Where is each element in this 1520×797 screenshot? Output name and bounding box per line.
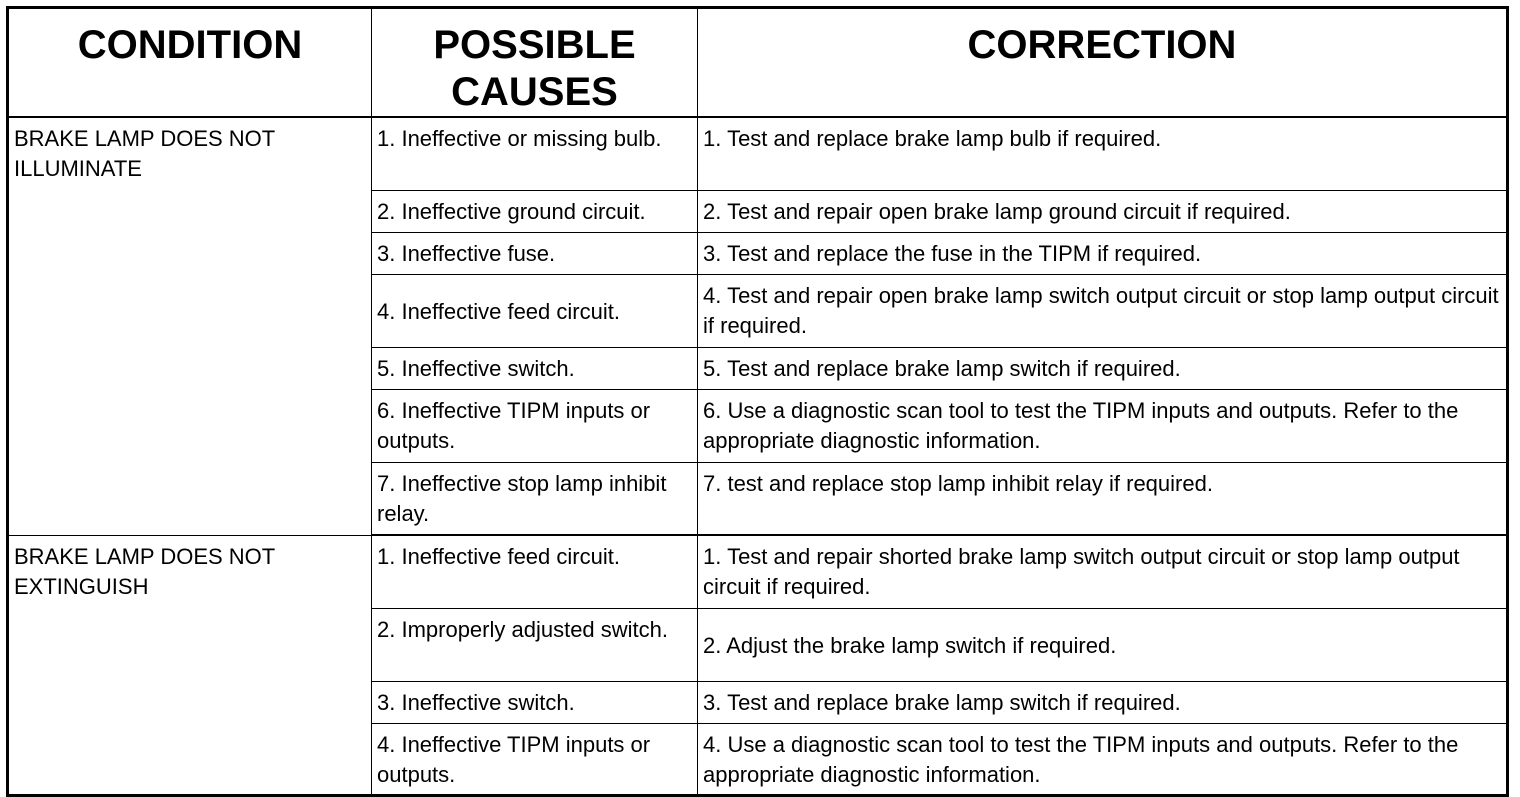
table-row [8, 535, 1508, 608]
cause-cell: 3. Ineffective switch. [372, 681, 698, 723]
correction-cell: 7. test and replace stop lamp inhibit relay if required. [698, 462, 1508, 535]
correction-cell: 1. Test and repair shorted brake lamp switch output circuit or stop lamp output circuit if required. [698, 535, 1508, 608]
header-possible-causes [372, 8, 698, 118]
cause-cell: 7. Ineffective stop lamp inhibit relay. [372, 462, 698, 535]
correction-cell: 4. Use a diagnostic scan tool to test the TIPM inputs and outputs. Refer to the appropriate diagnostic information. [698, 723, 1508, 795]
cause-cell: 2. Improperly adjusted switch. [372, 608, 698, 681]
header-correction-label: CORRECTION [967, 23, 1237, 67]
table-header [8, 8, 1508, 118]
correction-cell: 2. Test and repair open brake lamp ground circuit if required. [698, 190, 1508, 232]
header-condition [8, 8, 372, 118]
cause-cell: 5. Ineffective switch. [372, 347, 698, 389]
cause-cell: 3. Ineffective fuse. [372, 232, 698, 274]
condition-line1: BRAKE LAMP DOES NOT [14, 543, 276, 569]
correction-cell: 2. Adjust the brake lamp switch if required. [698, 608, 1508, 681]
cause-cell: 4. Ineffective TIPM inputs or outputs. [372, 723, 698, 795]
condition-cell [8, 117, 372, 535]
condition-line1: BRAKE LAMP DOES NOT [14, 126, 276, 151]
cause-cell: 2. Ineffective ground circuit. [372, 190, 698, 232]
table-row [8, 117, 1508, 190]
cause-cell: 1. Ineffective feed circuit. [372, 535, 698, 608]
condition-cell [8, 535, 372, 795]
header-possible-causes-line1: POSSIBLE [433, 23, 636, 67]
header-correction [698, 8, 1508, 118]
header-condition-label: CONDITION [77, 23, 303, 67]
correction-cell: 6. Use a diagnostic scan tool to test the TIPM inputs and outputs. Refer to the appropriate diagnostic information. [698, 389, 1508, 462]
cause-cell: 1. Ineffective or missing bulb. [372, 117, 698, 190]
diagnosis-table [6, 6, 1509, 797]
table-body [8, 117, 1508, 795]
cause-cell: 6. Ineffective TIPM inputs or outputs. [372, 389, 698, 462]
correction-cell: 5. Test and replace brake lamp switch if required. [698, 347, 1508, 389]
cause-cell: 4. Ineffective feed circuit. [372, 274, 698, 347]
correction-cell: 3. Test and replace the fuse in the TIPM if required. [698, 232, 1508, 274]
correction-cell: 4. Test and repair open brake lamp switch output circuit or stop lamp output circuit if required. [698, 274, 1508, 347]
header-possible-causes-line2: CAUSES [451, 70, 618, 114]
condition-line2: EXTINGUISH [14, 573, 149, 599]
condition-line2: ILLUMINATE [14, 156, 142, 181]
correction-cell: 3. Test and replace brake lamp switch if required. [698, 681, 1508, 723]
correction-cell: 1. Test and replace brake lamp bulb if required. [698, 117, 1508, 190]
